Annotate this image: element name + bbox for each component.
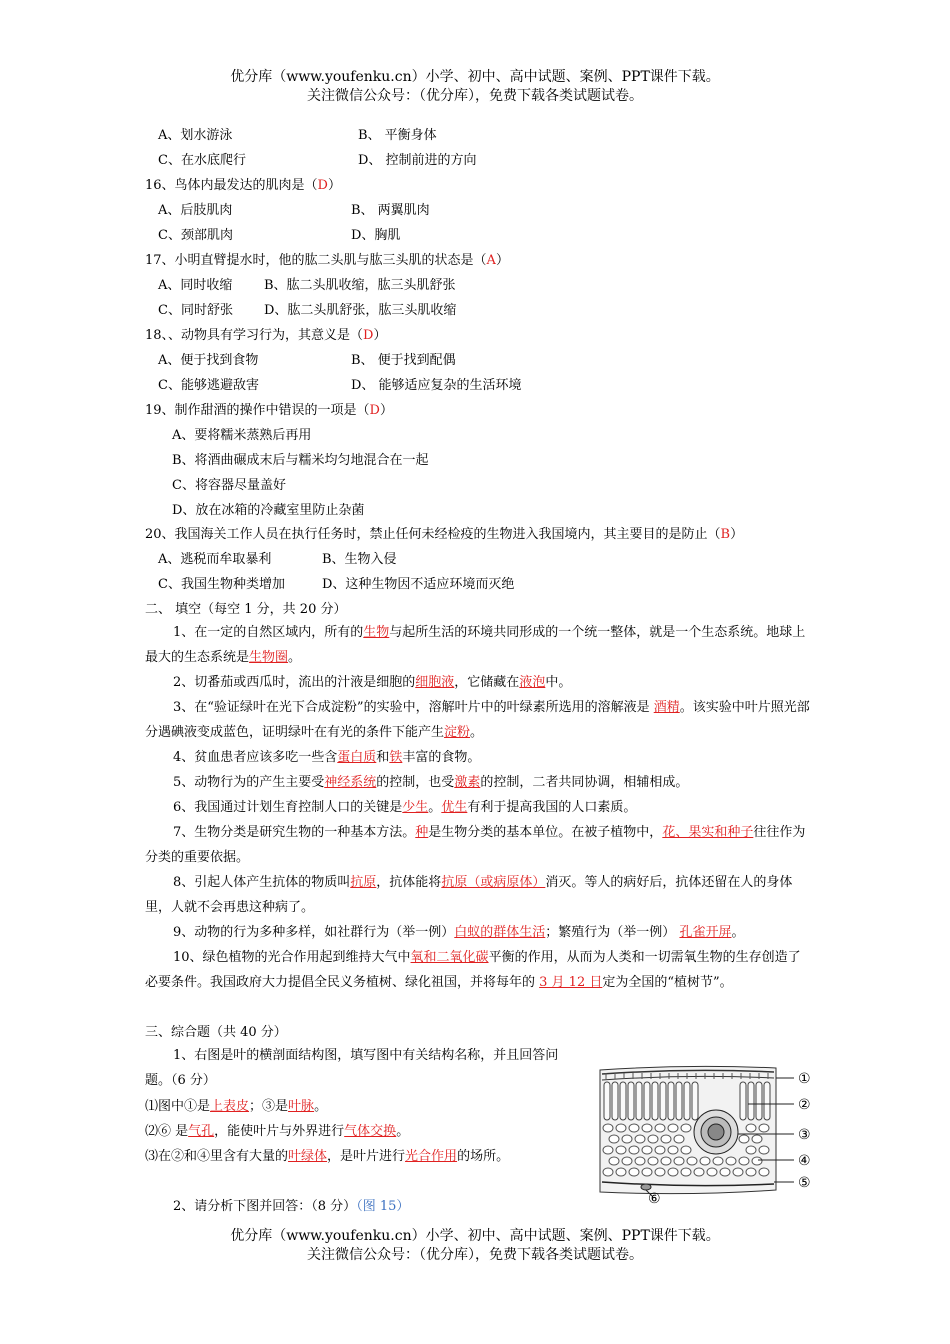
q18-close: ） [373, 328, 387, 343]
fill-text: ，抗体能将 [376, 875, 442, 890]
q19-option-b: B、将酒曲碾成末后与糯米均匀地混合在一起 [172, 453, 429, 468]
fill-answer: 气体交换 [344, 1124, 397, 1139]
fill-text: 与起所生活的环境共同形成的一个统一整体，就是一个生态系统。地球上最大的生态系统是 [145, 625, 806, 665]
q18-option-b: B、 便于找到配偶 [351, 353, 456, 368]
q16-option-b: B、 两翼肌肉 [351, 203, 430, 218]
fill-answer: 抗原（或病原体） [441, 875, 546, 890]
fill-text: 的控制，也受 [376, 775, 455, 790]
q19-text: 19、制作甜酒的操作中错误的一项是（ [145, 403, 370, 418]
q18-text: 18、、动物具有学习行为，其意义是（ [145, 328, 364, 343]
fill-item-6 [145, 796, 810, 821]
fill-answer: 激素 [454, 775, 481, 790]
q20-option-d: D、这种生物因不适应环境而灭绝 [322, 577, 515, 592]
fill-answer: 生物圈 [249, 649, 289, 665]
fill-answer: 神经系统 [324, 775, 377, 790]
fill-item-8 [145, 871, 810, 921]
fill-text: 有利于提高我国的人口素质。 [467, 800, 637, 815]
header-line-1: 优分库（www.youfenku.cn）小学、初中、高中试题、案例、PPT课件下载。 [230, 69, 720, 85]
q19-close: ） [379, 403, 393, 418]
q18-option-d: D、 能够适应复杂的生活环境 [351, 378, 522, 393]
fill-text: ；③是 [249, 1099, 289, 1114]
fill-answer: 氧和二氧化碳 [410, 950, 489, 965]
fill-text: ；繁殖行为（举一例） [545, 925, 680, 940]
q18-stem [145, 327, 387, 345]
fill-text: 。 [731, 925, 745, 940]
comprehensive-item-1-part-1 [145, 1098, 327, 1116]
q17-close: ） [495, 253, 509, 268]
fill-text: ⑵⑥ 是 [145, 1124, 189, 1139]
fill-item-9 [145, 921, 810, 946]
fill-answer: 铁 [389, 750, 403, 765]
q20-text: 20、我国海关工作人员在执行任务时，禁止任何未经检疫的生物进入我国境内，其主要目的是防止（ [145, 527, 721, 542]
q17-option-d: D、肱二头肌舒张，肱三头肌收缩 [264, 303, 457, 318]
q19-answer: D [369, 403, 380, 418]
leaf-cross-section-diagram [598, 1062, 823, 1204]
fill-text: 10、绿色植物的光合作用起到维持大气中 [173, 950, 411, 965]
fill-item-2 [145, 671, 810, 696]
fill-text: 8、引起人体产生抗体的物质叫 [173, 875, 351, 890]
q15-option-b: B、 平衡身体 [358, 128, 437, 143]
fill-text: 是生物分类的基本单位。在被子植物中， [428, 825, 663, 840]
fill-text: 6、我国通过计划生育控制人口的关键是 [173, 800, 403, 815]
q19-stem [145, 402, 393, 420]
fill-text: 和 [376, 750, 390, 765]
fill-text: 。该实验中叶片照光部分遇碘液变成蓝色，证明绿叶在有光的条件下能产生 [145, 700, 810, 740]
fill-answer: 酒精 [653, 700, 680, 715]
q19-option-a: A、要将糯米蒸熟后再用 [172, 428, 312, 443]
fill-text: 1、在一定的自然区域内，所有的 [173, 625, 364, 640]
fill-text: ⑴图中①是 [145, 1099, 211, 1114]
diagram-label-4: ④ [798, 1153, 811, 1169]
q16-option-d: D、胸肌 [351, 228, 401, 243]
fill-answer: 淀粉 [444, 724, 471, 740]
q20-option-c: C、我国生物种类增加 [158, 577, 285, 592]
header-line-2: 关注微信公众号：（优分库），免费下载各类试题试卷。 [307, 88, 643, 104]
fill-text: 的控制，二者共同协调，相辅相成。 [480, 775, 689, 790]
fill-answer: 光合作用 [405, 1149, 458, 1164]
fill-text: 2、请分析下图并回答：（8 分） [173, 1199, 357, 1214]
q20-close: ） [730, 527, 744, 542]
q15-option-d: D、 控制前进的方向 [358, 153, 477, 168]
fill-answer: 3 月 12 日 [539, 974, 603, 990]
fill-text: 9、动物的行为多种多样，如社群行为（举一例） [173, 925, 455, 940]
fill-item-5 [145, 771, 810, 796]
q16-answer: D [317, 178, 328, 193]
fill-answer: 上表皮 [210, 1099, 250, 1114]
fill-text: 消灭。等人的病好后，抗体还留在人的身体里，人就不会再患这种病了。 [145, 875, 793, 915]
fill-text: 定为全国的“植树节”。 [602, 974, 733, 990]
fill-text: ，能使叶片与外界进行 [214, 1124, 345, 1139]
fill-text: 3、在“验证绿叶在光下合成淀粉”的实验中，溶解叶片中的叶绿素所选用的溶解液是 [173, 700, 654, 715]
fill-text: 往往作为分类的重要依据。 [145, 825, 806, 865]
fill-text: 4、贫血患者应该多吃一些含 [173, 750, 338, 765]
fill-text: 的场所。 [457, 1149, 510, 1164]
q19-option-c: C、将容器尽量盖好 [172, 478, 286, 493]
fill-text: 丰富的食物。 [402, 750, 481, 765]
fill-answer: 叶绿体 [288, 1149, 328, 1164]
q18-answer: D [363, 328, 374, 343]
fill-item-7 [145, 821, 810, 871]
fill-item-1 [145, 621, 810, 671]
fill-answer: 优生 [441, 800, 468, 815]
q17-answer: A [486, 253, 496, 268]
fill-text: 7、生物分类是研究生物的一种基本方法。 [173, 825, 416, 840]
fill-answer: 少生 [402, 800, 429, 815]
fill-answer: 蛋白质 [337, 750, 377, 765]
q15-option-c: C、在水底爬行 [158, 153, 246, 168]
fill-text: 平衡的作用，从而为人类和一切需氧生物的生存创造了必要条件。我国政府大力提倡全民义务植树、绿化祖国，并将每年的 [145, 950, 801, 990]
q16-text: 16、鸟体内最发达的肌肉是（ [145, 178, 318, 193]
fill-text: 。 [288, 649, 302, 665]
q20-option-b: B、生物入侵 [322, 552, 397, 567]
q15-option-a: A、划水游泳 [158, 128, 233, 143]
footer-line-2: 关注微信公众号：（优分库），免费下载各类试题试卷。 [307, 1247, 643, 1263]
fill-answer: 抗原 [350, 875, 377, 890]
fill-item-3 [145, 696, 810, 746]
fill-answer: 细胞液 [415, 675, 455, 690]
footer-line-1: 优分库（www.youfenku.cn）小学、初中、高中试题、案例、PPT课件下载。 [230, 1228, 720, 1244]
fill-text: 。 [428, 800, 442, 815]
q16-stem [145, 177, 341, 195]
q16-option-a: A、后肢肌肉 [158, 203, 233, 218]
q18-option-a: A、便于找到食物 [158, 353, 259, 368]
comprehensive-item-2 [173, 1198, 409, 1216]
q17-option-c: C、同时舒张 [158, 303, 233, 318]
q16-close: ） [327, 178, 341, 193]
q18-option-c: C、能够逃避敌害 [158, 378, 259, 393]
fill-text: ，是叶片进行 [327, 1149, 406, 1164]
comprehensive-item-1-part-3 [145, 1148, 509, 1166]
figure-reference: （图 15） [356, 1199, 410, 1214]
fill-text: 。 [470, 724, 484, 740]
fill-text: ⑶在②和④里含有大量的 [145, 1149, 289, 1164]
fill-text: 中。 [545, 675, 572, 690]
fill-item-10 [145, 946, 810, 996]
q17-stem [145, 252, 509, 270]
fill-answer: 气孔 [188, 1124, 215, 1139]
fill-text: 2、切番茄或西瓜时，流出的汁液是细胞的 [173, 675, 416, 690]
fill-answer: 花、果实和种子 [662, 825, 754, 840]
q17-text: 17、小明直臂提水时，他的肱二头肌与肱三头肌的状态是（ [145, 253, 487, 268]
fill-text: 。 [314, 1099, 328, 1114]
q20-answer: B [720, 527, 731, 542]
diagram-label-5: ⑤ [798, 1175, 811, 1191]
fill-text: ，它储藏在 [454, 675, 520, 690]
fill-text: 。 [396, 1124, 410, 1139]
fill-answer: 种 [415, 825, 429, 840]
q20-stem [145, 526, 743, 544]
section-3-title: 三、综合题（共 40 分） [145, 1025, 287, 1040]
fill-answer: 叶脉 [288, 1099, 315, 1114]
fill-answer: 孔雀开屏 [679, 925, 732, 940]
fill-answer: 白蚁的群体生活 [454, 925, 546, 940]
comprehensive-item-1-part-2 [145, 1123, 409, 1141]
q17-option-a: A、同时收缩 [158, 278, 233, 293]
fill-text: 5、动物行为的产生主要受 [173, 775, 325, 790]
q20-option-a: A、逃税而牟取暴利 [158, 552, 272, 567]
diagram-label-1: ① [798, 1071, 811, 1087]
fill-answer: 液泡 [519, 675, 546, 690]
diagram-label-2: ② [798, 1097, 811, 1113]
q17-option-b: B、肱二头肌收缩，肱三头肌舒张 [264, 278, 456, 293]
diagram-label-3: ③ [798, 1127, 811, 1143]
q19-option-d: D、放在冰箱的冷藏室里防止杂菌 [172, 503, 365, 518]
section-2-title: 二、 填空（每空 1 分，共 20 分） [145, 602, 347, 617]
q16-option-c: C、颈部肌肉 [158, 228, 233, 243]
diagram-label-6: ⑥ [648, 1191, 661, 1204]
comprehensive-item-1-intro: 1、右图是叶的横剖面结构图，填写图中有关结构名称，并且回答问题。（6 分） [145, 1048, 559, 1088]
fill-answer: 生物 [363, 625, 390, 640]
fill-item-4 [145, 746, 810, 771]
